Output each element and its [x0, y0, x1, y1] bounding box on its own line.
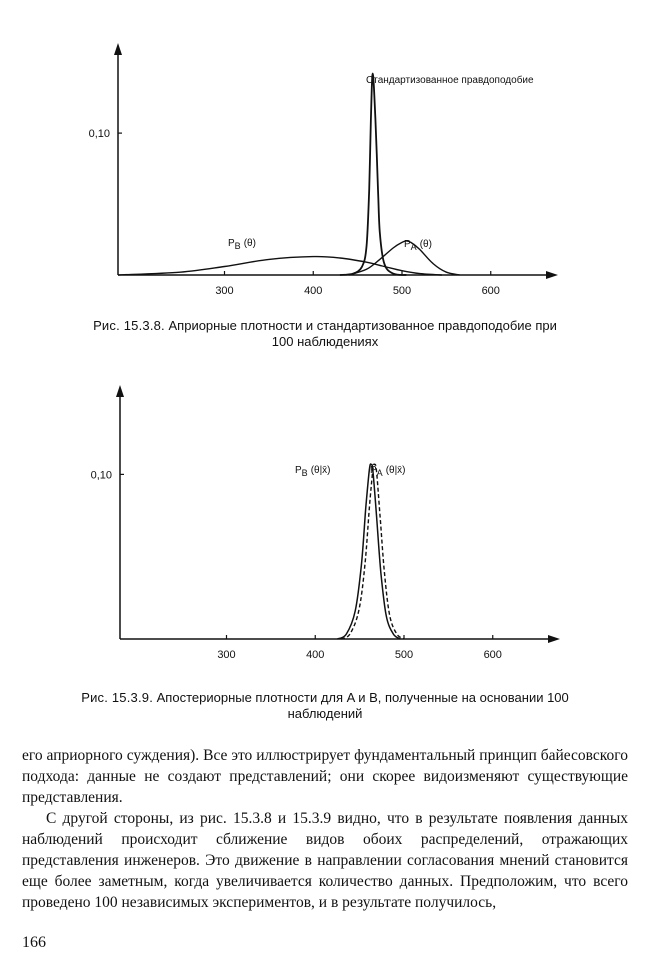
- series-curve-1: [337, 464, 400, 639]
- x-tick-label: 600: [483, 649, 502, 661]
- paragraph-2-text: С другой стороны, из рис. 15.3.8 и 15.3.9 видно, что в результате появления данных наблюдений происходит сближение видов обоих распределений, отражающих представления инженеров. Это движение в направлении согласования мнений становится еще более заметным, когда увеличивается количество данных. Предположим, что всего проведено 100 независимых экспериментов, и в результате получилось,: [22, 810, 628, 911]
- y-axis-arrow: [114, 43, 122, 55]
- caption-label: Рис. 15.3.8.: [93, 318, 165, 333]
- x-tick-label: 500: [394, 649, 414, 661]
- chart-posterior-densities: [0, 380, 650, 665]
- x-tick-label: 600: [481, 285, 500, 297]
- series-label-1: PB (θ|x̄): [295, 465, 331, 478]
- page-number: 166: [22, 934, 46, 951]
- series-label-3: PA (θ): [404, 239, 432, 252]
- x-tick-label: 300: [215, 285, 234, 297]
- caption-line-1: [20, 690, 630, 706]
- x-tick-label: 400: [306, 649, 325, 661]
- paragraph-1-text: его априорного суждения). Все это иллюстрирует фундаментальный принцип байесовского подхода: данные не создают представлений; они скорее видоизменяют существующие представления.: [22, 747, 628, 806]
- y-tick-label: 0,10: [88, 128, 110, 141]
- figure-15-3-9: [0, 380, 650, 665]
- series-curve-2: [341, 464, 404, 639]
- paragraph-2: [22, 808, 628, 913]
- series-label-2: PB (θ): [228, 238, 256, 251]
- figure-15-3-9-caption: [20, 690, 630, 722]
- y-axis-arrow: [116, 385, 124, 397]
- chart-prior-densities: [0, 35, 650, 300]
- series-label-1: Стандартизованное правдоподобие: [366, 75, 534, 86]
- caption-line-2: 100 наблюдениях: [271, 334, 379, 349]
- caption-text-1: Апостериорные плотности для A и B, полученные на основании 100: [156, 690, 569, 705]
- x-axis-arrow: [548, 635, 560, 643]
- caption-text-1: Априорные плотности и стандартизованное правдоподобие при: [168, 318, 557, 333]
- x-tick-label: 500: [392, 285, 412, 297]
- caption-line-1: [20, 318, 630, 334]
- figure-15-3-8-caption: [20, 318, 630, 350]
- figure-15-3-8: [0, 35, 650, 300]
- x-axis-arrow: [546, 271, 558, 279]
- series-curve-1: [340, 74, 407, 276]
- y-tick-label: 0,10: [90, 469, 112, 482]
- caption-line-2: наблюдений: [287, 706, 363, 721]
- series-label-2: PA (θ|x̄): [370, 465, 406, 478]
- paragraph-1: [22, 745, 628, 808]
- x-tick-label: 400: [304, 285, 323, 297]
- series-curve-2: [118, 257, 442, 275]
- x-tick-label: 300: [217, 649, 236, 661]
- caption-label: Рис. 15.3.9.: [81, 690, 154, 705]
